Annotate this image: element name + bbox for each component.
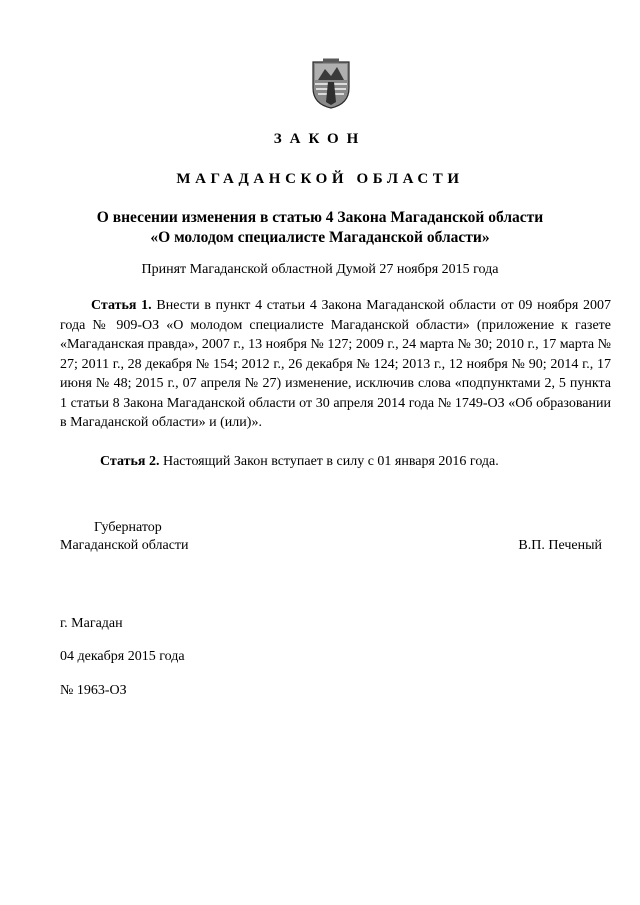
article-2-text: Настоящий Закон вступает в силу с 01 января 2016 года. bbox=[162, 454, 499, 469]
signatory-name: В.П. Печеный bbox=[518, 538, 602, 553]
region-heading: МАГАДАНСКОЙ ОБЛАСТИ bbox=[176, 171, 464, 187]
law-number: № 1963-ОЗ bbox=[60, 683, 127, 698]
article-1-label: Статья 1. bbox=[91, 298, 152, 313]
adoption-note: Принят Магаданской областной Думой 27 ноября 2015 года bbox=[141, 262, 499, 277]
signatory-region: Магаданской области bbox=[60, 538, 189, 553]
law-subject-line-1: О внесении изменения в статью 4 Закона Магаданской области bbox=[96, 209, 544, 226]
law-subject-line-2: «О молодом специалисте Магаданской области» bbox=[150, 229, 490, 246]
article-2-label: Статья 2. bbox=[100, 454, 160, 469]
signing-date: 04 декабря 2015 года bbox=[60, 649, 185, 664]
law-subject bbox=[0, 208, 640, 248]
article-2 bbox=[60, 452, 611, 472]
signatory-title: Губернатор bbox=[94, 520, 162, 535]
article-1-text: Внести в пункт 4 статьи 4 Закона Магаданской области от 09 ноября 2007 года № 909-ОЗ «О молодом специалисте Магаданской области» (приложение к газете «Магаданская правда», 2007 г., 13 ноября № 127; 2009 г., 24 марта № 30; 2010 г., 17 марта № 27; 2011 г., 28 декабря № 154; 2012 г., 26 декабря № 124; 2013 г., 12 ноября № 90; 2014 г., 17 июня № 48; 2015 г., 07 апреля № 27) изменение, исключив слова «подпунктами 2, 5 пункта 1 статьи 8 Закона Магаданской области от 30 апреля 2014 года № 1749-ОЗ «Об образовании в Магаданской области» и (или)». bbox=[60, 298, 612, 430]
magadan-coat-of-arms-icon bbox=[310, 58, 352, 110]
document-type-heading: ЗАКОН bbox=[273, 131, 367, 147]
signing-city: г. Магадан bbox=[60, 616, 123, 631]
article-1 bbox=[60, 296, 611, 433]
